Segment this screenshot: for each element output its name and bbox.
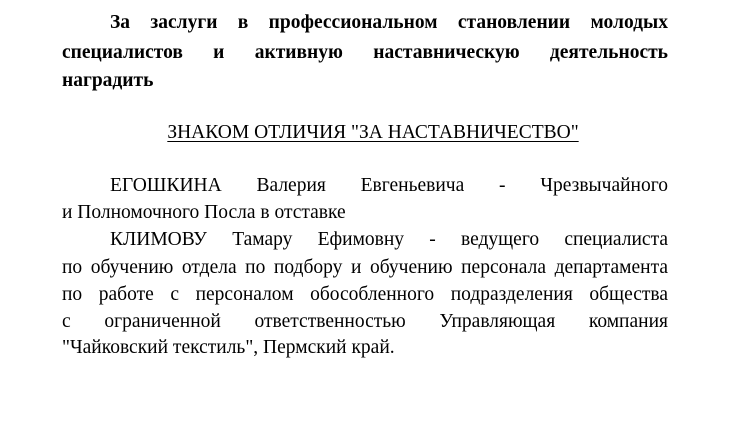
intro-line: наградить [62, 70, 154, 91]
awardee-line: с ограниченной ответственностью Управляющая компания [62, 311, 668, 332]
awardee-line: "Чайковский текстиль", Пермский край. [62, 337, 395, 358]
awardee-line: по обучению отдела по подбору и обучению персонала департамента [62, 257, 668, 278]
award-title-text: ЗНАКОМ ОТЛИЧИЯ "ЗА НАСТАВНИЧЕСТВО" [167, 122, 579, 143]
intro-line: специалистов и активную наставническую деятельность [62, 42, 668, 63]
awardee-line: и Полномочного Посла в отставке [62, 202, 346, 223]
awardee-line: по работе с персоналом обособленного подразделения общества [62, 284, 668, 305]
awardee-line: КЛИМОВУ Тамару Ефимовну - ведущего специалиста [110, 229, 668, 250]
award-title [0, 120, 746, 146]
intro-line: За заслуги в профессиональном становлении молодых [110, 12, 668, 33]
awardee-line: ЕГОШКИНА Валерия Евгеньевича - Чрезвычайного [110, 175, 668, 196]
